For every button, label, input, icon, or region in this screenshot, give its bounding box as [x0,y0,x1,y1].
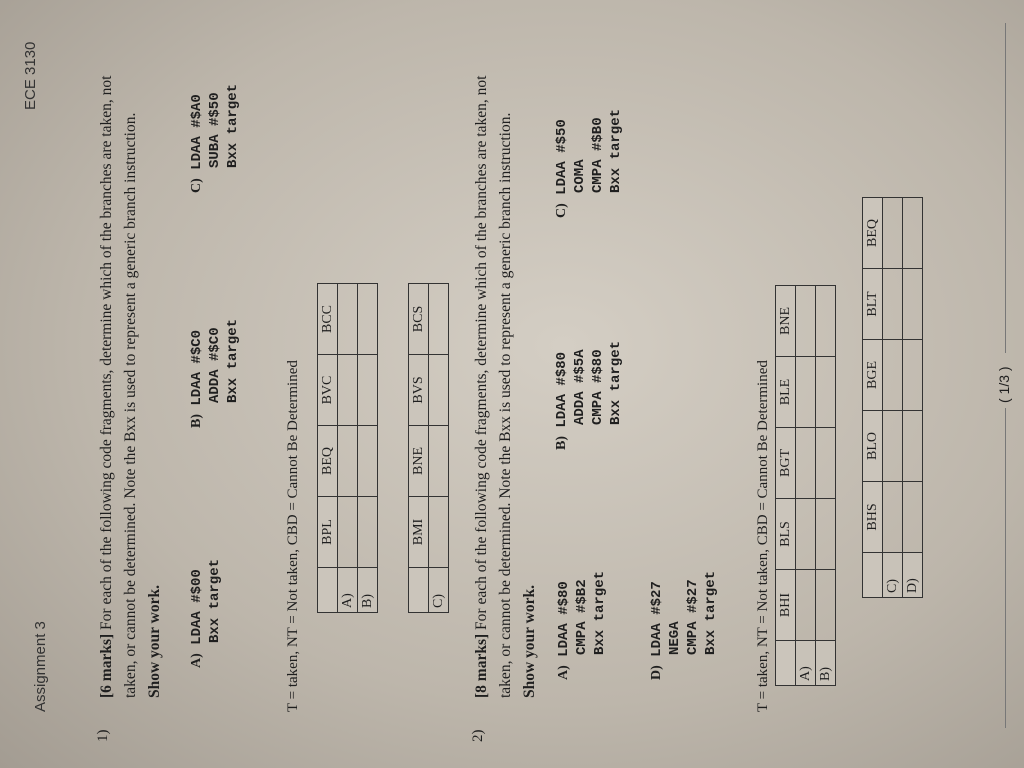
answer-cell[interactable] [903,340,923,411]
column-header: BLE [776,357,796,428]
q2-fragment-c [553,109,625,218]
header-left: Assignment 3 [32,621,49,712]
answer-cell[interactable] [358,426,378,497]
row-label: B) [816,641,836,686]
q2-number: 2) [470,729,486,742]
column-header: BVS [409,355,429,426]
answer-cell[interactable] [338,355,358,426]
code-line: LDAA #$80 [554,351,570,428]
code-line: LDAA #$00 [189,569,205,645]
fragment-label: C) [189,178,204,193]
answer-cell[interactable] [796,357,816,428]
q1-answer-table-1 [317,283,378,613]
column-header: BGE [863,340,883,411]
q1-fragment-c [188,84,242,193]
column-header: BLO [863,411,883,482]
column-header: BCS [409,284,429,355]
code-line: Bxx target [703,570,719,655]
answer-cell[interactable] [796,286,816,357]
q2-show-work: Show your work. [521,585,538,698]
fragment-label: C) [554,203,569,218]
column-header: BEQ [318,426,338,497]
code-line: LDAA #$A0 [189,94,205,170]
column-header: BHS [863,482,883,553]
q2-fragment-b [553,341,625,450]
row-label: D) [903,553,923,598]
answer-cell[interactable] [883,340,903,411]
q2-legend: T = taken, NT = Not taken, CBD = Cannot Be Determined [755,360,771,712]
answer-cell[interactable] [816,499,836,570]
code-line: CMPA #$B2 [574,579,590,655]
answer-cell[interactable] [796,570,816,641]
code-line: Bxx target [225,83,241,168]
table-corner [409,568,429,613]
q1-fragment-b [188,319,242,428]
answer-cell[interactable] [338,284,358,355]
answer-cell[interactable] [338,497,358,568]
column-header: BGT [776,428,796,499]
column-header: BCC [318,284,338,355]
column-header: BHI [776,570,796,641]
answer-cell[interactable] [816,570,836,641]
column-header: BLT [863,269,883,340]
answer-cell[interactable] [883,482,903,553]
q2-fragment-d [648,571,720,680]
answer-cell[interactable] [429,497,449,568]
q2-text-block [470,58,542,698]
q1-marks: [6 marks] [98,633,115,698]
header-right: ECE 3130 [22,41,39,110]
answer-cell[interactable] [903,198,923,269]
answer-cell[interactable] [883,198,903,269]
table-corner [776,641,796,686]
answer-cell[interactable] [429,355,449,426]
column-header: BNE [409,426,429,497]
row-label: A) [796,641,816,686]
answer-cell[interactable] [358,497,378,568]
code-line: LDAA #$C0 [189,329,205,406]
answer-cell[interactable] [816,428,836,499]
answer-cell[interactable] [816,286,836,357]
answer-cell[interactable] [903,482,923,553]
q1-legend: T = taken, NT = Not taken, CBD = Cannot Be Determined [285,360,301,712]
code-line: Bxx target [592,570,608,655]
column-header: BVC [318,355,338,426]
code-line: CMPA #$B0 [590,117,606,193]
code-line: Bxx target [608,340,624,425]
answer-cell[interactable] [883,411,903,482]
footer-rule-right [1005,23,1006,353]
column-header: BEQ [863,198,883,269]
q1-text-block [95,58,167,698]
answer-cell[interactable] [338,426,358,497]
q2-fragment-a [555,571,609,680]
table-corner [318,568,338,613]
column-header: BLS [776,499,796,570]
code-line: LDAA #$50 [554,119,570,195]
code-line: SUBA #$50 [207,92,223,168]
answer-cell[interactable] [883,269,903,340]
answer-cell[interactable] [903,411,923,482]
code-line: CMPA #$80 [590,349,606,425]
code-line: Bxx target [225,318,241,403]
answer-cell[interactable] [358,284,378,355]
q1-answer-table-2 [408,283,449,613]
q1-number: 1) [95,729,111,742]
q1-fragment-a [188,559,224,668]
row-label: C) [883,553,903,598]
fragment-label: A) [556,665,571,680]
column-header: BNE [776,286,796,357]
q2-marks: [8 marks] [473,633,490,698]
code-line: ADDA #$5A [572,349,588,425]
q1-show-work: Show your work. [146,585,163,698]
row-label: C) [429,568,449,613]
q2-answer-table-2 [862,197,923,598]
footer-rule-left [1005,408,1006,728]
table-corner [863,553,883,598]
answer-cell[interactable] [816,357,836,428]
column-header: BPL [318,497,338,568]
answer-cell[interactable] [358,355,378,426]
answer-cell[interactable] [429,426,449,497]
fragment-label: B) [189,414,204,428]
fragment-label: A) [189,653,204,668]
code-line: Bxx target [608,108,624,193]
code-line: ADDA #$C0 [207,327,223,403]
q2-answer-table-1 [775,285,836,686]
code-line: LDAA #$80 [556,581,572,657]
q2-instructions: For each of the following code fragments, determine which of the branches are taken, not taken, or cannot be determined. Note the Bxx is used to represent a generic branch instruction. [473,75,514,698]
answer-cell[interactable] [796,428,816,499]
column-header: BMI [409,497,429,568]
code-line: COMA [572,159,588,193]
code-line: CMPA #$27 [685,579,701,655]
code-line: NEGA [667,621,683,655]
code-line: LDAA #$27 [649,581,665,657]
fragment-label: B) [554,436,569,450]
answer-cell[interactable] [429,284,449,355]
fragment-label: D) [649,665,664,680]
code-line: Bxx target [207,558,223,643]
answer-cell[interactable] [796,499,816,570]
answer-cell[interactable] [903,269,923,340]
q1-instructions: For each of the following code fragments, determine which of the branches are taken, not taken, or cannot be determined. Note the Bxx is used to represent a generic branch instruction. [98,75,139,698]
page-number: ( 1/3 ) [996,366,1012,403]
row-label: B) [358,568,378,613]
row-label: A) [338,568,358,613]
